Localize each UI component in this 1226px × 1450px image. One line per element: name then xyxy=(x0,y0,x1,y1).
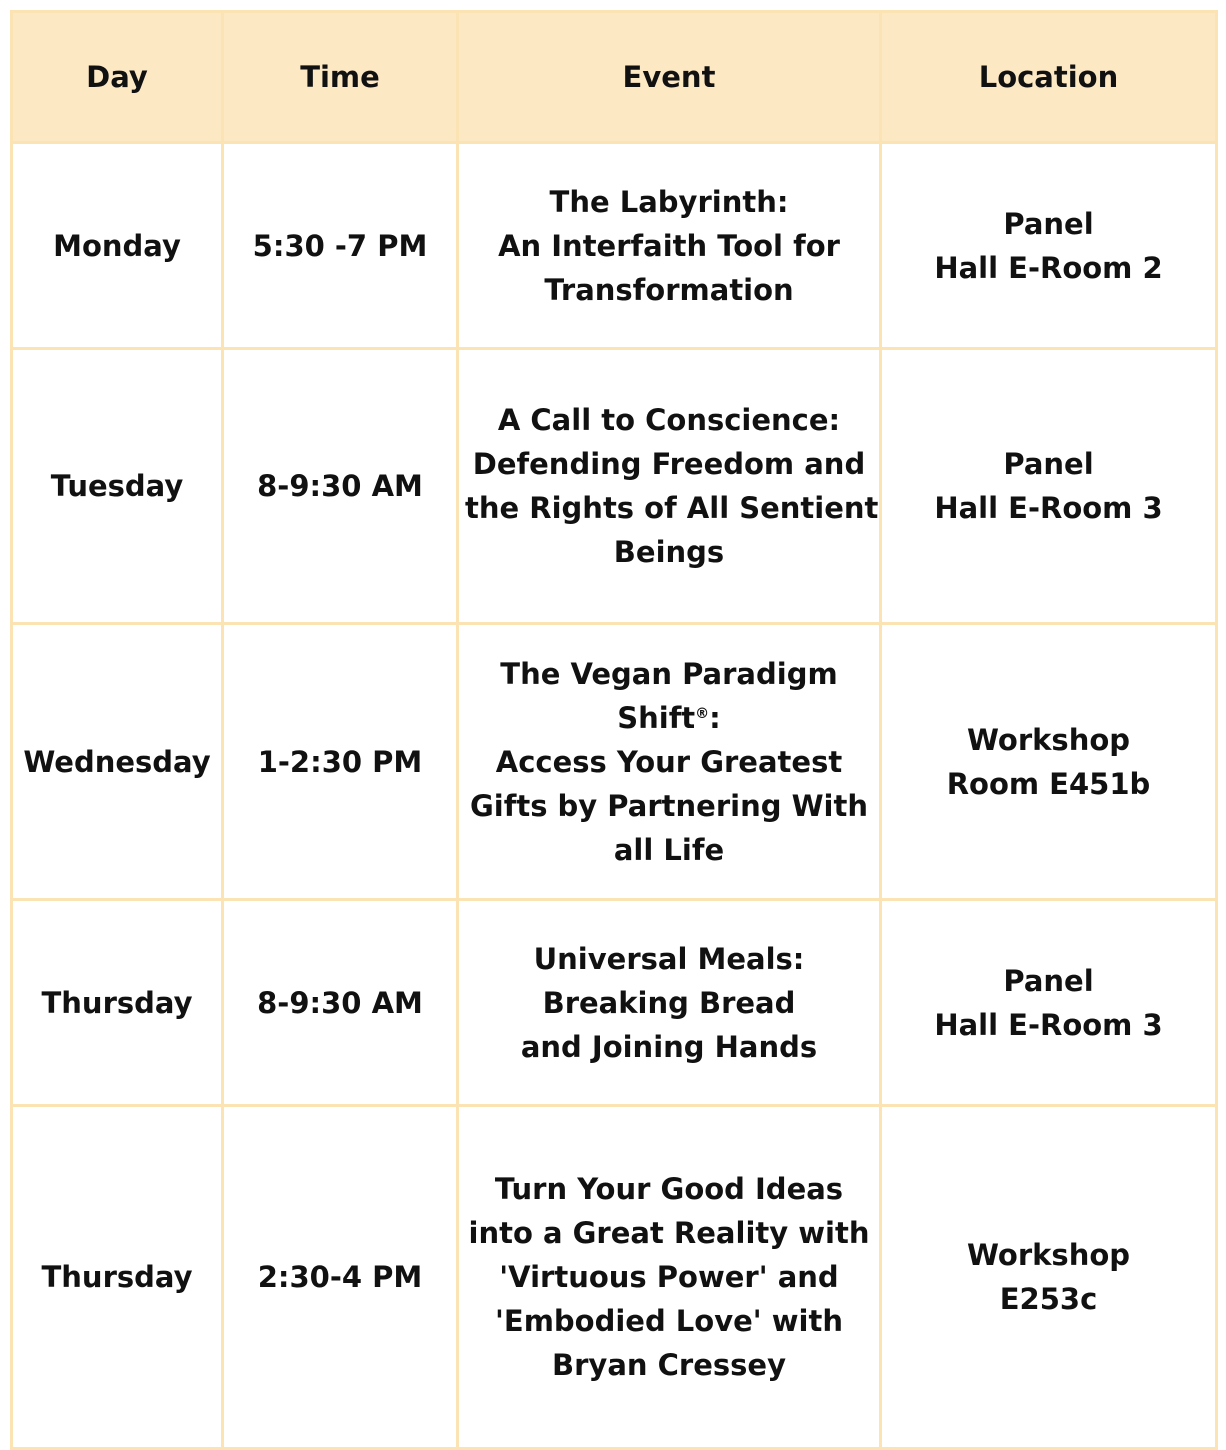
event-line: Beings xyxy=(613,535,725,569)
location-room: Hall E-Room 2 xyxy=(934,250,1163,285)
header-row xyxy=(12,12,1217,143)
event-line: Turn Your Good Ideas xyxy=(494,1172,844,1206)
location-room: E253c xyxy=(999,1282,1098,1316)
day-cell: Wednesday xyxy=(12,624,223,900)
time-cell: 2:30-4 PM xyxy=(223,1106,458,1449)
event-line: all Life xyxy=(613,832,725,867)
table-header xyxy=(12,12,1217,143)
table-row xyxy=(12,900,1217,1106)
location-room: Hall E-Room 3 xyxy=(934,1007,1163,1042)
event-line: Bryan Cressey xyxy=(552,1348,786,1382)
event-line: Access Your Greatest xyxy=(495,744,843,779)
time-cell: 8-9:30 AM xyxy=(223,900,458,1106)
event-line-trademark xyxy=(465,696,873,740)
event-line: Breaking Bread xyxy=(542,985,796,1020)
event-cell xyxy=(458,900,881,1106)
event-line: An Interfaith Tool for xyxy=(498,228,840,263)
event-text: : xyxy=(709,700,721,735)
time-cell: 8-9:30 AM xyxy=(223,349,458,624)
header-time: Time xyxy=(223,12,458,143)
event-line: A Call to Conscience: xyxy=(497,403,841,437)
event-line: into a Great Reality with xyxy=(468,1216,870,1250)
time-cell: 5:30 -7 PM xyxy=(223,143,458,349)
location-type: Panel xyxy=(1003,206,1094,241)
event-text: Shift xyxy=(617,700,696,735)
location-type: Panel xyxy=(1003,447,1094,481)
table-row xyxy=(12,349,1217,624)
location-cell xyxy=(881,143,1217,349)
event-cell xyxy=(458,143,881,349)
table-row xyxy=(12,143,1217,349)
event-line: 'Virtuous Power' and xyxy=(499,1260,839,1294)
event-line: Transformation xyxy=(544,272,794,307)
header-day: Day xyxy=(12,12,223,143)
location-room: Room E451b xyxy=(946,766,1151,801)
table-row xyxy=(12,624,1217,900)
location-cell xyxy=(881,1106,1217,1449)
event-line: The Vegan Paradigm xyxy=(500,656,838,691)
event-cell xyxy=(458,624,881,900)
time-cell: 1-2:30 PM xyxy=(223,624,458,900)
day-cell: Thursday xyxy=(12,1106,223,1449)
day-cell: Thursday xyxy=(12,900,223,1106)
header-location: Location xyxy=(881,12,1217,143)
location-cell xyxy=(881,624,1217,900)
table-row xyxy=(12,1106,1217,1449)
schedule-table xyxy=(10,10,1218,1450)
header-event: Event xyxy=(458,12,881,143)
day-cell: Monday xyxy=(12,143,223,349)
location-type: Workshop xyxy=(966,722,1131,757)
event-line: The Labyrinth: xyxy=(549,184,789,219)
day-cell: Tuesday xyxy=(12,349,223,624)
location-cell xyxy=(881,900,1217,1106)
registered-mark: ® xyxy=(695,705,710,722)
location-type: Workshop xyxy=(966,1238,1131,1272)
event-cell xyxy=(458,1106,881,1449)
event-line: the Rights of All Sentient xyxy=(465,491,879,525)
event-line: Defending Freedom and xyxy=(472,447,866,481)
location-room: Hall E-Room 3 xyxy=(934,491,1163,525)
location-cell xyxy=(881,349,1217,624)
event-line: and Joining Hands xyxy=(520,1029,818,1064)
location-type: Panel xyxy=(1003,963,1094,998)
event-line: Gifts by Partnering With xyxy=(469,788,869,823)
event-line: Universal Meals: xyxy=(533,941,805,976)
event-line: 'Embodied Love' with xyxy=(495,1304,843,1338)
event-cell xyxy=(458,349,881,624)
table-body xyxy=(12,143,1217,1449)
